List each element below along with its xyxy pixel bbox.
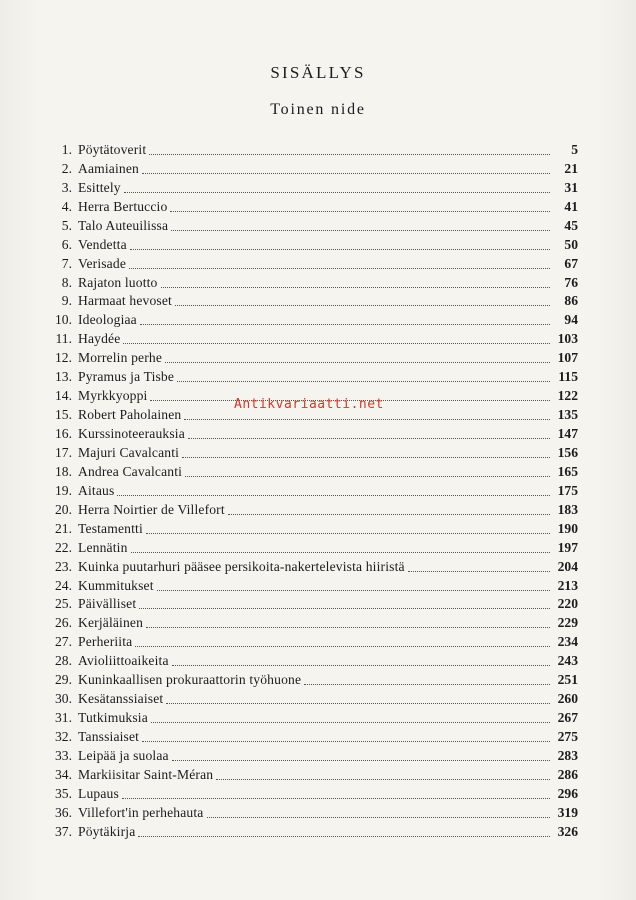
page-number: 45 (564, 217, 578, 233)
page-number: 86 (564, 293, 578, 309)
chapter-title: Talo Auteuilissa (78, 217, 169, 233)
page-number: 319 (557, 804, 578, 820)
chapter-title: Verisade (78, 255, 127, 271)
chapter-number: 10. (55, 312, 72, 328)
chapter-number: 8. (61, 274, 72, 290)
chapter-title: Majuri Cavalcanti (78, 444, 180, 460)
dot-leader (138, 835, 550, 837)
toc-row (48, 196, 578, 215)
toc-row (48, 347, 578, 366)
dot-leader (165, 361, 550, 363)
dot-leader (177, 380, 550, 382)
page-number: 243 (557, 653, 578, 669)
chapter-title: Kuninkaallisen prokuraattorin työhuone (78, 672, 302, 688)
page-number: 213 (557, 577, 578, 593)
chapter-title: Esittely (78, 179, 121, 195)
page-number: 275 (557, 729, 578, 744)
chapter-number: 2. (61, 160, 72, 176)
page-number: 122 (557, 388, 578, 404)
chapter-number: 15. (55, 407, 72, 423)
page-number: 50 (564, 236, 578, 252)
chapter-title: Herra Noirtier de Villefort (78, 501, 225, 517)
chapter-number: 12. (55, 350, 72, 366)
chapter-title: Tutkimuksia (78, 710, 148, 726)
toc-row (48, 650, 578, 669)
chapter-title: Robert Paholainen (78, 407, 182, 423)
toc-row (48, 328, 578, 347)
toc-row (48, 631, 578, 650)
chapter-number: 24. (55, 577, 72, 593)
toc-row (48, 764, 578, 783)
chapter-number: 5. (61, 217, 72, 233)
toc-row (48, 309, 578, 328)
toc-row (48, 726, 578, 745)
chapter-title: Markiisitar Saint-Méran (78, 766, 214, 782)
chapter-number: 13. (55, 369, 72, 385)
page-number: 107 (557, 350, 578, 366)
toc-row (48, 783, 578, 802)
chapter-title: Herra Bertuccio (78, 198, 168, 214)
chapter-number: 35. (55, 785, 72, 801)
toc-row (48, 177, 578, 196)
page-number: 251 (557, 672, 578, 688)
chapter-title: Haydée (78, 331, 121, 347)
toc-row (48, 442, 578, 461)
toc-row (48, 594, 578, 613)
dot-leader (131, 551, 550, 553)
toc-row (48, 215, 578, 234)
dot-leader (182, 456, 550, 458)
volume-subtitle: Toinen nide (270, 101, 366, 118)
chapter-title: Andrea Cavalcanti (78, 463, 183, 479)
dot-leader (172, 759, 550, 761)
page-number: 234 (557, 634, 578, 650)
dot-leader (140, 323, 550, 325)
toc-row (48, 669, 578, 688)
chapter-number: 31. (55, 710, 72, 726)
watermark: Antikvariaatti.net (234, 397, 384, 412)
chapter-title: Aamiainen (78, 160, 139, 176)
page-number: 283 (557, 747, 578, 763)
chapter-title: Kurssinoteerauksia (78, 426, 185, 441)
dot-leader (157, 589, 550, 591)
chapter-number: 37. (55, 823, 72, 839)
toc-row (48, 821, 578, 840)
chapter-number: 23. (55, 558, 72, 574)
dot-leader (117, 494, 550, 496)
dot-leader (172, 664, 550, 666)
page-number: 31 (564, 179, 578, 195)
page-number: 267 (557, 710, 578, 726)
dot-leader (146, 532, 550, 534)
page-number: 103 (557, 331, 578, 347)
chapter-number: 11. (55, 331, 72, 347)
chapter-number: 34. (55, 766, 72, 782)
dot-leader (185, 475, 550, 477)
page-number: 260 (557, 691, 578, 707)
page-number: 67 (564, 255, 578, 271)
dot-leader (123, 342, 550, 344)
chapter-title: Pöytätoverit (78, 141, 147, 157)
page-number: 147 (557, 426, 578, 441)
chapter-number: 32. (55, 729, 72, 744)
page-number: 76 (564, 274, 578, 290)
chapter-number: 9. (61, 293, 72, 309)
toc-row (48, 707, 578, 726)
dot-leader (207, 816, 551, 818)
toc-row (48, 234, 578, 253)
chapter-title: Villefort'in perhehauta (78, 804, 204, 820)
chapter-title: Kerjäläinen (78, 615, 144, 631)
dot-leader (129, 267, 550, 269)
chapter-number: 21. (55, 520, 72, 536)
page-number: 135 (557, 407, 578, 423)
table-of-contents (48, 139, 578, 840)
page-number: 5 (571, 141, 578, 157)
dot-leader (171, 229, 550, 231)
dot-leader (170, 210, 550, 212)
chapter-title: Pyramus ja Tisbe (78, 369, 175, 385)
toc-row (48, 366, 578, 385)
chapter-number: 22. (55, 539, 72, 555)
chapter-title: Vendetta (78, 236, 127, 252)
page-number: 156 (557, 444, 578, 460)
page-number: 94 (564, 312, 578, 328)
chapter-number: 27. (55, 634, 72, 650)
page-number: 220 (557, 596, 578, 612)
chapter-number: 6. (61, 236, 72, 252)
toc-row (48, 253, 578, 272)
chapter-number: 3. (61, 179, 72, 195)
toc-row (48, 461, 578, 480)
dot-leader (139, 607, 550, 609)
page-number: 204 (557, 558, 578, 574)
dot-leader (142, 740, 550, 742)
dot-leader (151, 721, 550, 723)
chapter-number: 14. (55, 388, 72, 404)
toc-row (48, 272, 578, 291)
toc-row (48, 537, 578, 556)
dot-leader (166, 702, 550, 704)
toc-row (48, 518, 578, 537)
chapter-number: 19. (55, 482, 72, 498)
toc-row (48, 745, 578, 764)
dot-leader (188, 437, 550, 439)
chapter-number: 28. (55, 653, 72, 669)
page-number: 41 (564, 198, 578, 214)
page-number: 183 (557, 501, 578, 517)
page-number: 165 (557, 463, 578, 479)
chapter-number: 25. (55, 596, 72, 612)
toc-row (48, 480, 578, 499)
chapter-title: Myrkkyoppi (78, 388, 148, 404)
page-number: 21 (564, 160, 578, 176)
dot-leader (216, 778, 550, 780)
toc-row (48, 556, 578, 575)
chapter-title: Tanssiaiset (78, 729, 140, 744)
dot-leader (122, 797, 550, 799)
dot-leader (161, 286, 550, 288)
dot-leader (149, 153, 550, 155)
page-number: 175 (557, 482, 578, 498)
dot-leader (175, 304, 550, 306)
chapter-title: Lennätin (78, 539, 128, 555)
toc-row (48, 612, 578, 631)
toc-row (48, 291, 578, 310)
dot-leader (304, 683, 550, 685)
chapter-title: Päivälliset (78, 596, 137, 612)
chapter-number: 26. (55, 615, 72, 631)
toc-row (48, 139, 578, 158)
toc-row (48, 575, 578, 594)
page-number: 197 (557, 539, 578, 555)
dot-leader (184, 418, 550, 420)
page-number: 115 (558, 369, 578, 385)
chapter-title: Ideologiaa (78, 312, 137, 328)
chapter-number: 17. (55, 444, 72, 460)
chapter-title: Avioliittoaikeita (78, 653, 169, 669)
chapter-title: Perheriita (78, 634, 133, 650)
chapter-number: 1. (61, 141, 72, 157)
toc-row (48, 802, 578, 821)
chapter-number: 33. (55, 747, 72, 763)
chapter-title: Kuinka puutarhuri pääsee persikoita-nakertelevista hiiristä (78, 558, 405, 574)
toc-row (48, 158, 578, 177)
chapter-title: Rajaton luotto (78, 274, 158, 290)
page-title: SISÄLLYS (270, 63, 366, 82)
page-number: 229 (557, 615, 578, 631)
chapter-title: Testamentti (78, 520, 143, 536)
toc-row (48, 423, 578, 442)
page-number: 190 (557, 520, 578, 536)
toc-row (48, 499, 578, 518)
chapter-title: Lupaus (78, 785, 119, 801)
chapter-title: Harmaat hevoset (78, 293, 172, 309)
dot-leader (146, 626, 550, 628)
dot-leader (408, 570, 550, 572)
chapter-number: 16. (55, 426, 72, 441)
dot-leader (124, 191, 550, 193)
dot-leader (130, 248, 550, 250)
dot-leader (228, 513, 550, 515)
chapter-number: 30. (55, 691, 72, 707)
chapter-number: 4. (61, 198, 72, 214)
chapter-title: Aitaus (78, 482, 115, 498)
chapter-number: 36. (55, 804, 72, 820)
chapter-number: 7. (61, 255, 72, 271)
chapter-title: Morrelin perhe (78, 350, 163, 366)
chapter-title: Kesätanssiaiset (78, 691, 164, 707)
chapter-number: 18. (55, 463, 72, 479)
dot-leader (142, 172, 550, 174)
chapter-title: Leipää ja suolaa (78, 747, 169, 763)
dot-leader (135, 645, 550, 647)
page-number: 296 (557, 785, 578, 801)
page-number: 286 (557, 766, 578, 782)
chapter-number: 29. (55, 672, 72, 688)
chapter-title: Pöytäkirja (78, 823, 136, 839)
toc-row (48, 688, 578, 707)
page-number: 326 (557, 823, 578, 839)
chapter-number: 20. (55, 501, 72, 517)
chapter-title: Kummitukset (78, 577, 154, 593)
